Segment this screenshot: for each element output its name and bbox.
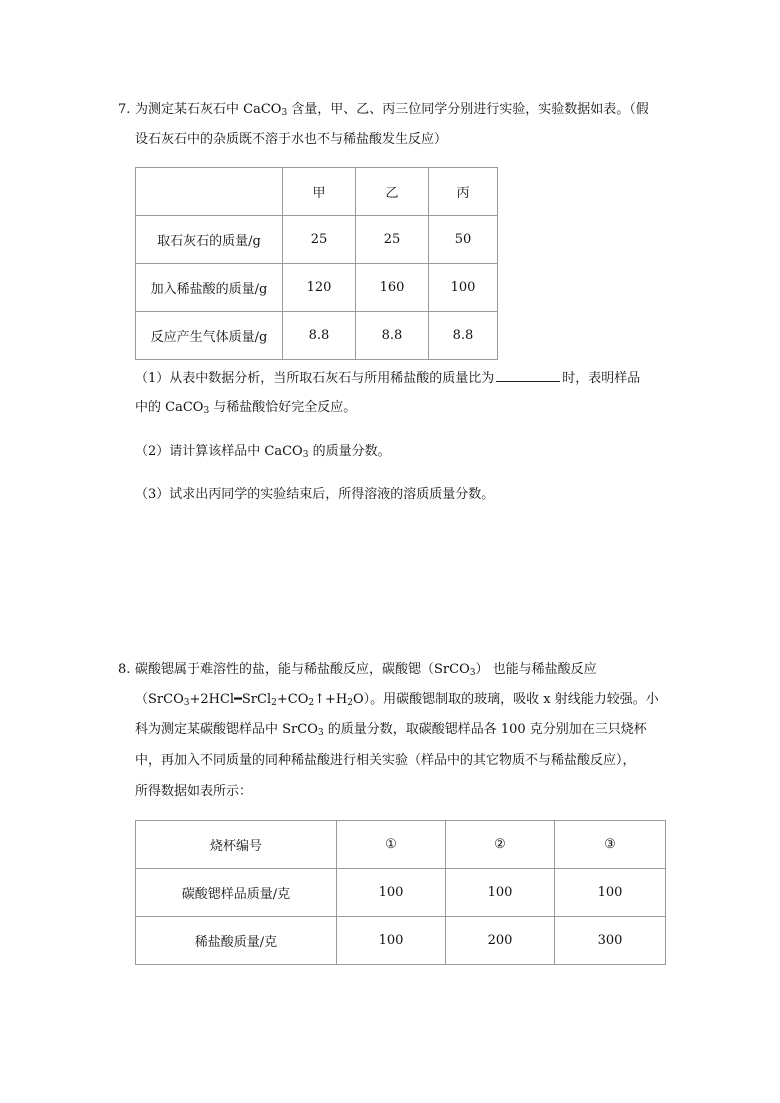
table-cell: 8.8	[356, 312, 429, 360]
table-cell: 加入稀盐酸的质量/g	[136, 264, 283, 312]
table-header-cell: ②	[446, 821, 555, 869]
question-8-stem-line-5: 所得数据如表所示：	[135, 784, 253, 799]
table-cell: 100	[337, 917, 446, 965]
question-7-part-1-line-2: 中的 CaCO$_3$ 与稀盐酸恰好完全反应。	[135, 400, 357, 416]
table-header-cell: 丙	[429, 168, 498, 216]
question-7-number: 7.	[118, 102, 131, 117]
table-cell: 100	[446, 869, 555, 917]
question-7-part-1-line-1: （1）从表中数据分析，当所取石灰石与所用稀盐酸的质量比为 时，表明样品	[135, 371, 641, 386]
table-cell: 50	[429, 216, 498, 264]
question-7-table	[135, 167, 498, 360]
table-header-cell: 烧杯编号	[136, 821, 337, 869]
table-cell: 200	[446, 917, 555, 965]
answer-blank[interactable]	[496, 369, 560, 382]
question-8-stem-line-2: $(SrCO_3+2HCl━SrCl_2+CO_2↑+H_2O)$。用碳酸锶制取的玻璃，吸收 x 射线能力较强。小	[135, 692, 659, 708]
table-header-cell: 乙	[356, 168, 429, 216]
table-cell: 碳酸锶样品质量/克	[136, 869, 337, 917]
table-row	[136, 312, 498, 360]
question-7-stem-line-1: 为测定某石灰石中 CaCO$_3$ 含量，甲、乙、丙三位同学分别进行实验，实验数据如表。（假	[135, 102, 649, 118]
table-cell: 8.8	[283, 312, 356, 360]
table-row	[136, 869, 666, 917]
table-header-cell: ①	[337, 821, 446, 869]
table-header-row	[136, 821, 666, 869]
table-header-row	[136, 168, 498, 216]
question-8-table	[135, 820, 666, 965]
question-7-stem-line-2: 设石灰石中的杂质既不溶于水也不与稀盐酸发生反应）	[135, 132, 448, 147]
table-cell: 8.8	[429, 312, 498, 360]
table-header-cell: 甲	[283, 168, 356, 216]
table-cell: 稀盐酸质量/克	[136, 917, 337, 965]
table-cell: 120	[283, 264, 356, 312]
table-cell: 160	[356, 264, 429, 312]
table-cell: 25	[356, 216, 429, 264]
table-cell: 25	[283, 216, 356, 264]
table-cell: 100	[555, 869, 666, 917]
question-8-stem-line-3: 科为测定某碳酸锶样品中 SrCO$_3$ 的质量分数，取碳酸锶样品各 100 克分别加在三只烧杯	[135, 722, 647, 738]
table-cell: 100	[337, 869, 446, 917]
question-8-stem-line-1: 碳酸锶属于难溶性的盐，能与稀盐酸反应，碳酸锶（SrCO$_3$） 也能与稀盐酸反应	[135, 662, 597, 678]
table-row	[136, 264, 498, 312]
table-header-cell: ③	[555, 821, 666, 869]
question-8-number: 8.	[118, 662, 131, 677]
table-cell: 100	[429, 264, 498, 312]
table-cell: 300	[555, 917, 666, 965]
question-8-stem-line-4: 中，再加入不同质量的同种稀盐酸进行相关实验（样品中的其它物质不与稀盐酸反应），	[135, 753, 636, 768]
question-7-part-3: （3）试求出丙同学的实验结束后，所得溶液的溶质质量分数。	[135, 487, 495, 502]
table-row	[136, 917, 666, 965]
question-7-part-2: （2）请计算该样品中 CaCO$_3$ 的质量分数。	[135, 444, 391, 460]
table-row	[136, 216, 498, 264]
table-cell: 反应产生气体质量/g	[136, 312, 283, 360]
table-header-cell	[136, 168, 283, 216]
table-cell: 取石灰石的质量/g	[136, 216, 283, 264]
